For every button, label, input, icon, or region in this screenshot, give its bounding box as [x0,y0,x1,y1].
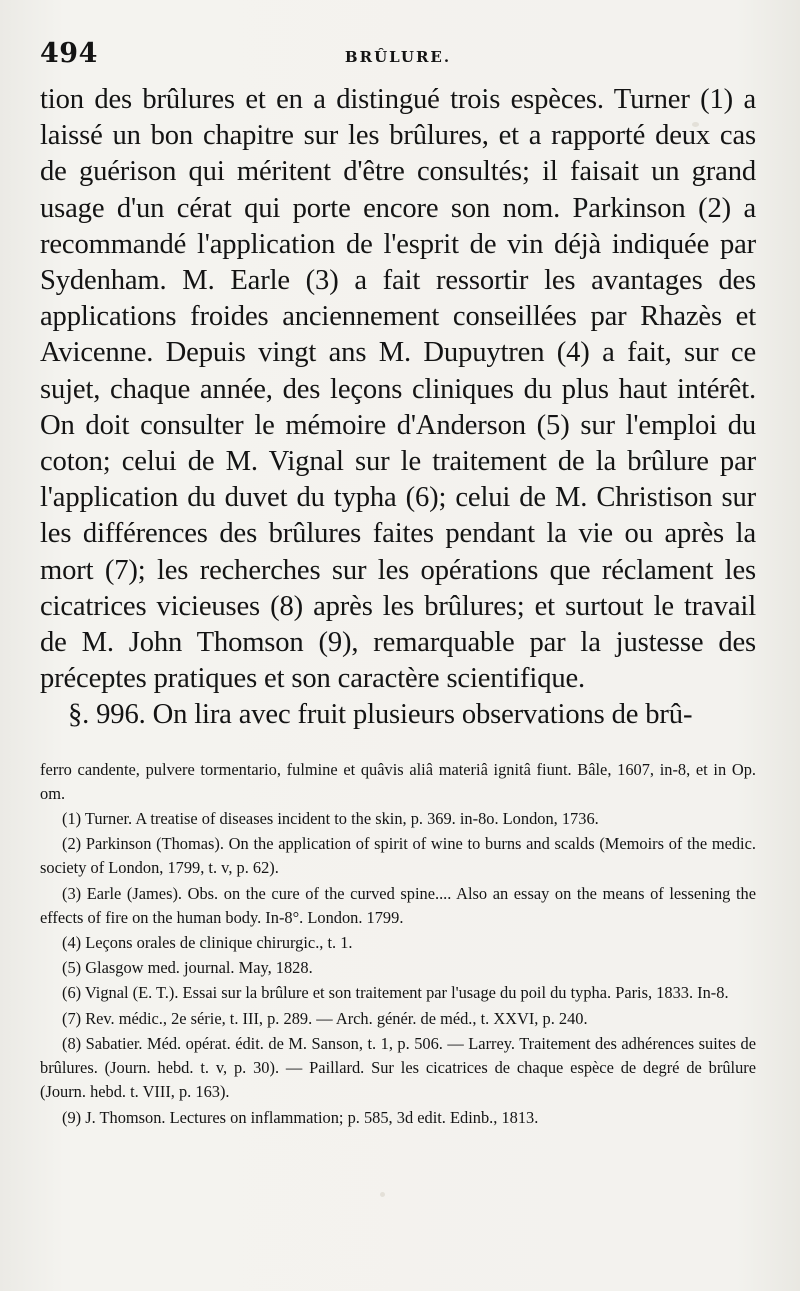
footnote: (2) Parkinson (Thomas). On the application of spirit of wine to burns and scalds (Memoirs of the medic. society of London, 1799, t. v, p. 62). [40,834,756,878]
paper-spot [380,1192,385,1197]
footnote: (7) Rev. médic., 2e série, t. III, p. 289. — Arch. génér. de méd., t. XXVI, p. 240. [62,1008,588,1028]
main-text [40,82,756,734]
running-head: BRÛLURE. [344,48,452,66]
footnote: (6) Vignal (E. T.). Essai sur la brûlure et son traitement par l'usage du poil du typha. Paris, 1833. In-8. [62,983,729,1003]
page-number: 494 [40,38,98,69]
footnote: (8) Sabatier. Méd. opérat. édit. de M. Sanson, t. 1, p. 506. — Larrey. Traitement des adhérences suites de brûlures. (Journ. hebd. t. v, p. 30). — Paillard. Sur les cicatrices de chaque espèce de degré de brûlure (Journ. hebd. t. VIII, p. 163). [40,1033,756,1102]
footnotes [40,758,756,1130]
footnote: (1) Turner. A treatise of diseases incident to the skin, p. 369. in-8o. London, 1736. [62,809,599,829]
paragraph: §. 996. On lira avec fruit plusieurs observations de brû- [68,699,693,731]
footnote: (4) Leçons orales de clinique chirurgic., t. 1. [62,933,353,953]
footnote-continuation: ferro candente, pulvere tormentario, fulmine et quâvis aliâ materiâ ignitâ fiunt. Bâle, 1607, in-8, et in Op. om. [40,759,756,803]
footnote: (3) Earle (James). Obs. on the cure of the curved spine.... Also an essay on the means of lessening the effects of fire on the human body. In-8°. London. 1799. [40,883,756,927]
paragraph: tion des brûlures et en a distingué trois espèces. Turner (1) a laissé un bon chapitre sur les brûlures, et a rapporté deux cas de guérison qui méritent d'être consultés; il faisait un grand usage d'un cérat qui porte encore son nom. Parkinson (2) a recommandé l'application de l'esprit de vin déjà indiquée par Sydenham. M. Earle (3) a fait ressortir les avantages des applications froides anciennement conseillées par Rhazès et Avicenne. Depuis vingt ans M. Dupuytren (4) a fait, sur ce sujet, chaque année, des leçons cliniques du plus haut intérêt. On doit consulter le mémoire d'Anderson (5) sur l'emploi du coton; celui de M. Vignal sur le traitement de la brûlure par l'application du duvet du typha (6); celui de M. Christison sur les différences des brûlures faites pendant la vie ou après la mort (7); les recherches sur les opérations que réclament les cicatrices vicieuses (8) après les brûlures; et surtout le travail de M. John Thomson (9), remarquable par la justesse des préceptes pratiques et son caractère scientifique. [40,84,756,695]
paper-spot [692,122,699,127]
footnote: (5) Glasgow med. journal. May, 1828. [62,958,313,978]
page-header [40,38,756,82]
footnote: (9) J. Thomson. Lectures on inflammation; p. 585, 3d edit. Edinb., 1813. [62,1107,539,1127]
